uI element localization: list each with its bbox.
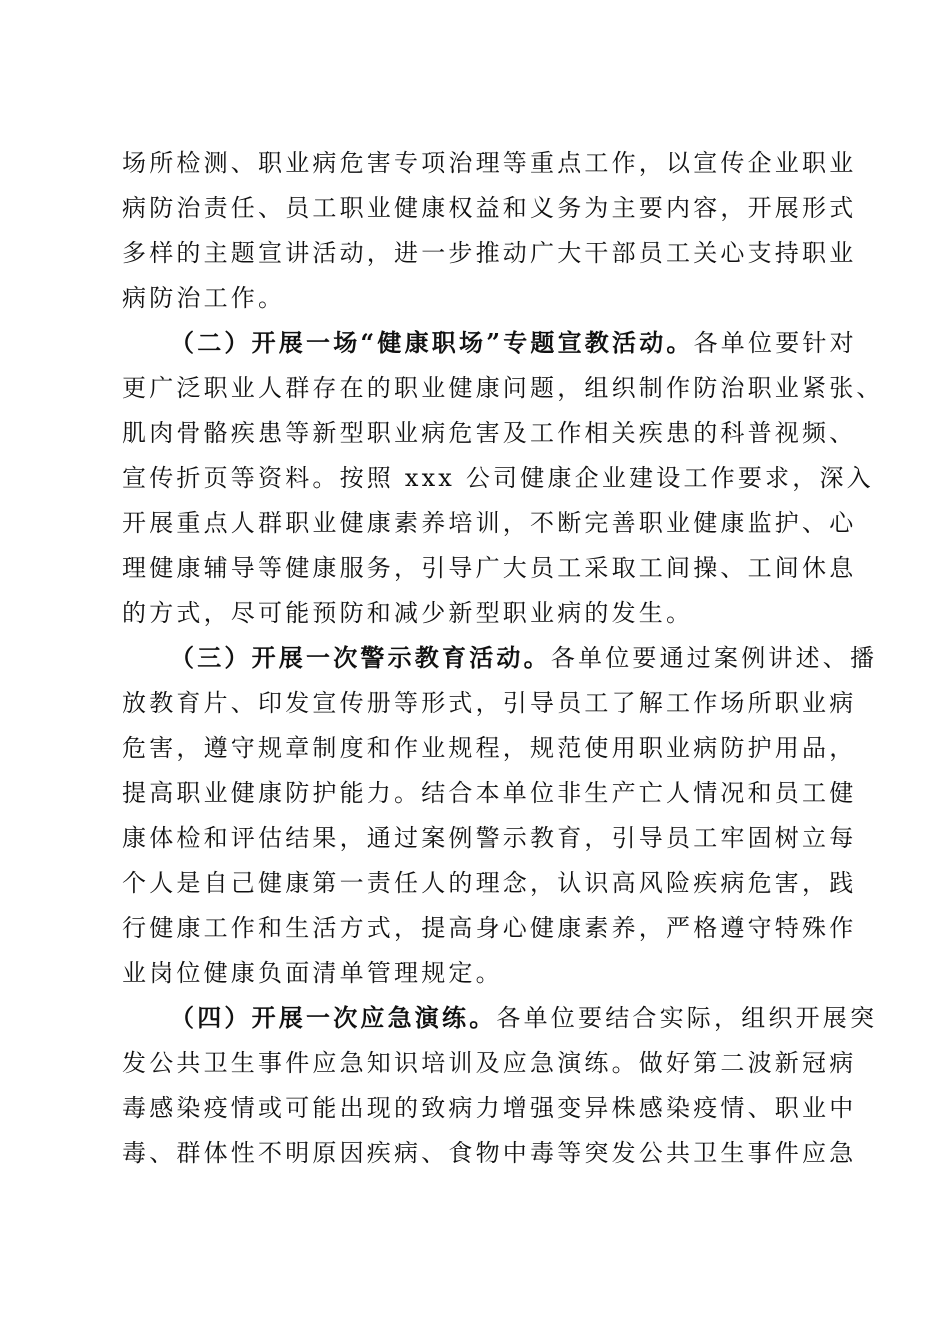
paragraph3-heading: （三）开展一次警示教育活动。 (170, 643, 551, 672)
paragraph3-line-4: 提高职业健康防护能力。结合本单位非生产亡人情况和员工健 (122, 779, 857, 807)
paragraph4-first-line-text: 各单位要结合实际，组织开展突 (496, 1004, 878, 1032)
paragraph4-heading: （四）开展一次应急演练。 (170, 1003, 497, 1032)
paragraph1-line-3: 多样的主题宣讲活动，进一步推动广大干部员工关心支持职业 (122, 239, 857, 267)
paragraph2-line-6: 理健康辅导等健康服务，引导广大员工采取工间操、工间休息 (122, 554, 857, 582)
paragraph3-line-2: 放教育片、印发宣传册等形式，引导员工了解工作场所职业病 (122, 689, 857, 717)
paragraph1-line-2: 病防治责任、员工职业健康权益和义务为主要内容，开展形式 (122, 194, 857, 222)
paragraph2-line-3: 肌肉骨骼疾患等新型职业病危害及工作相关疾患的科普视频、 (122, 419, 857, 447)
paragraph3-line-8: 业岗位健康负面清单管理规定。 (122, 959, 503, 987)
paragraph3-line-5: 康体检和评估结果，通过案例警示教育，引导员工牢固树立每 (122, 824, 857, 852)
paragraph4-first-line (170, 1003, 877, 1033)
paragraph2-first-line-text: 各单位要针对 (693, 329, 857, 357)
paragraph4-line-3: 毒感染疫情或可能出现的致病力增强变异株感染疫情、职业中 (122, 1094, 857, 1122)
paragraph1-line-1: 场所检测、职业病危害专项治理等重点工作，以宣传企业职业 (122, 149, 857, 177)
paragraph2-line-7: 的方式，尽可能预防和减少新型职业病的发生。 (122, 599, 694, 627)
paragraph2-heading: （二）开展一场“健康职场”专题宣教活动。 (170, 328, 694, 357)
paragraph4-line-4: 毒、群体性不明原因疾病、食物中毒等突发公共卫生事件应急 (122, 1139, 857, 1167)
paragraph2-first-line (170, 328, 857, 358)
paragraph3-line-7: 行健康工作和生活方式，提高身心健康素养，严格遵守特殊作 (122, 914, 857, 942)
paragraph3-first-line (170, 643, 877, 673)
paragraph1-line-4: 病防治工作。 (122, 284, 286, 312)
paragraph2-line-2: 更广泛职业人群存在的职业健康问题，组织制作防治职业紧张、 (122, 374, 884, 402)
paragraph2-line-5: 开展重点人群职业健康素养培训，不断完善职业健康监护、心 (122, 509, 857, 537)
paragraph3-first-line-text: 各单位要通过案例讲述、播 (550, 644, 878, 672)
paragraph2-line-4: 宣传折页等资料。按照 xxx 公司健康企业建设工作要求，深入 (122, 464, 874, 492)
paragraph3-line-6: 个人是自己健康第一责任人的理念，认识高风险疾病危害，践 (122, 869, 857, 897)
paragraph4-line-2: 发公共卫生事件应急知识培训及应急演练。做好第二波新冠病 (122, 1049, 857, 1077)
paragraph3-line-3: 危害，遵守规章制度和作业规程，规范使用职业病防护用品， (122, 734, 857, 762)
